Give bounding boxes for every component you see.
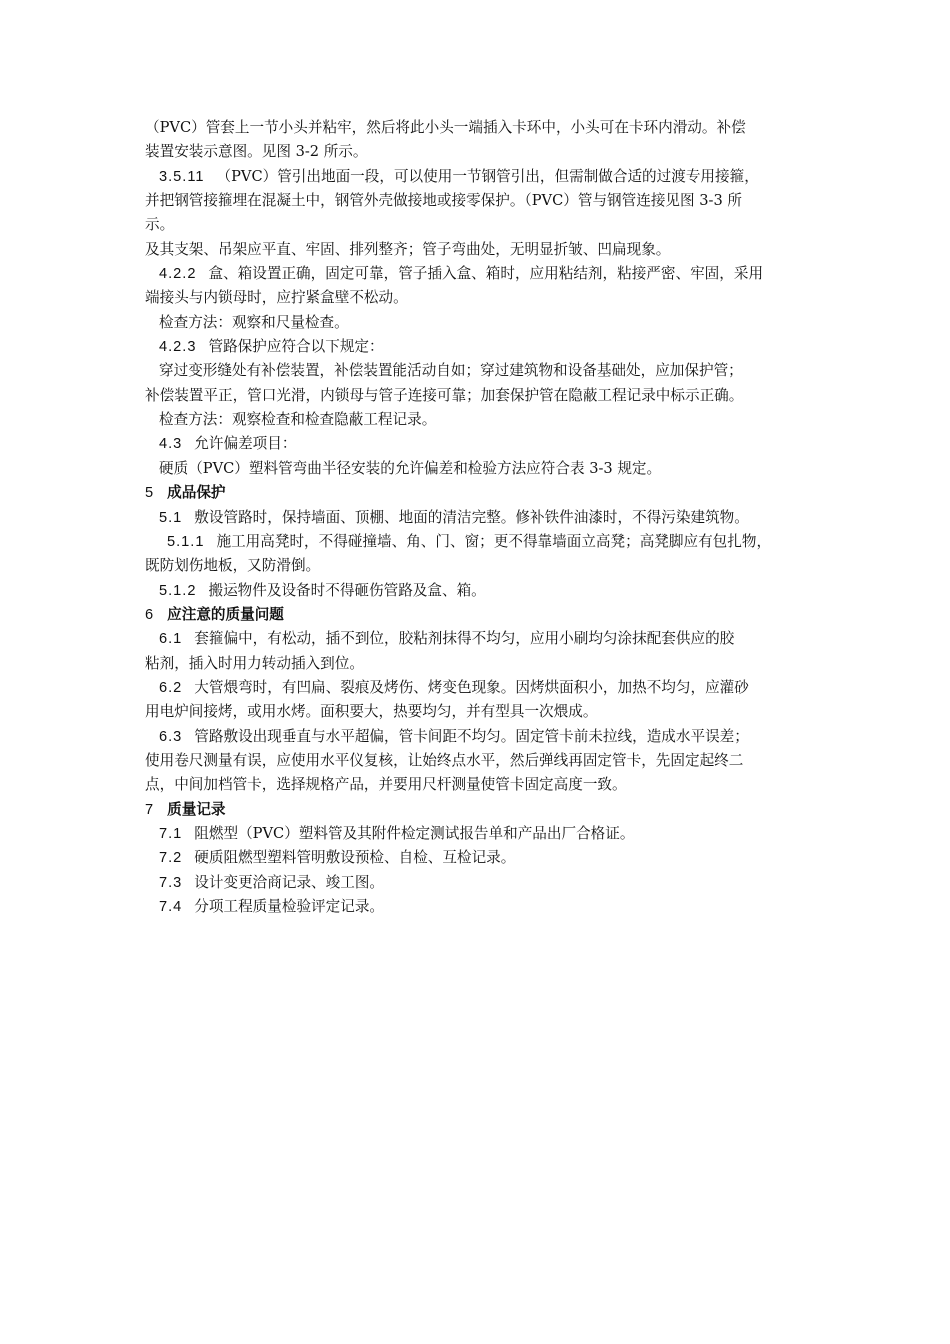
clause-number: 4.2.3 bbox=[159, 339, 197, 356]
clause-number: 3.5.11 bbox=[159, 168, 205, 185]
text-line bbox=[145, 140, 810, 164]
clause-number: 5.1 bbox=[159, 509, 183, 526]
line-text: 盒、箱设置正确，固定可靠，管子插入盒、箱时，应用粘结剂，粘接严密、牢固，采用 bbox=[208, 265, 764, 283]
line-text: 装置安装示意图。见图 3-2 所示。 bbox=[145, 143, 368, 161]
clause-number: 7.1 bbox=[159, 825, 183, 842]
text-line bbox=[145, 652, 810, 676]
line-text: 用电炉间接烤，或用水烤。面积要大，热要均匀，并有型具一次煨成。 bbox=[145, 703, 598, 721]
text-line bbox=[145, 554, 810, 578]
clause-number: 4.2.2 bbox=[159, 266, 197, 283]
clause-number: 6.3 bbox=[159, 728, 183, 745]
line-text: 硬质阻燃型塑料管明敷设预检、自检、互检记录。 bbox=[194, 849, 516, 867]
line-text: 补偿装置平正，管口光滑，内锁母与管子连接可靠；加套保护管在隐蔽工程记录中标示正确。 bbox=[145, 386, 744, 404]
line-text: 管路敷设出现垂直与水平超偏，管卡间距不均匀。固定管卡前未拉线，造成水平误差； bbox=[194, 727, 749, 745]
clause-number: 5.1.2 bbox=[159, 582, 197, 599]
line-text: 硬质（PVC）塑料管弯曲半径安装的允许偏差和检验方法应符合表 3-3 规定。 bbox=[159, 459, 662, 477]
line-text: 套箍偏中，有松动，插不到位，胶粘剂抹得不均匀，应用小刷均匀涂抹配套供应的胶 bbox=[194, 630, 735, 648]
text-line bbox=[145, 189, 810, 213]
clause-number: 6.2 bbox=[159, 679, 183, 696]
section-heading-5 bbox=[145, 481, 810, 505]
line-text: 并把钢管接箍埋在混凝土中，钢管外壳做接地或接零保护。（PVC）管与钢管连接见图 3-3 所 bbox=[145, 192, 742, 210]
section-heading-6 bbox=[145, 603, 810, 627]
clause-number: 7.4 bbox=[159, 899, 183, 915]
section-title: 应注意的质量问题 bbox=[167, 606, 284, 623]
clause-number: 7.3 bbox=[159, 874, 183, 891]
document-page bbox=[145, 116, 810, 919]
clause-6-3 bbox=[145, 725, 810, 749]
section-number: 7 bbox=[145, 801, 154, 818]
line-text: 端接头与内锁母时，应拧紧盒壁不松动。 bbox=[145, 289, 408, 307]
line-text: 示。 bbox=[145, 216, 175, 234]
text-line bbox=[145, 116, 810, 140]
line-text: 点，中间加档管卡，选择规格产品，并要用尺杆测量使管卡固定高度一致。 bbox=[145, 776, 627, 794]
line-text: 检查方法：观察检查和检查隐蔽工程记录。 bbox=[159, 411, 437, 429]
clause-6-2 bbox=[145, 676, 810, 700]
clause-4-3 bbox=[145, 432, 810, 456]
line-text: 搬运物件及设备时不得砸伤管路及盒、箱。 bbox=[208, 581, 486, 599]
clause-4-2-2 bbox=[145, 262, 810, 286]
clause-7-4 bbox=[145, 895, 810, 919]
text-line bbox=[145, 213, 810, 237]
clause-7-3 bbox=[145, 871, 810, 895]
section-title: 质量记录 bbox=[167, 801, 226, 818]
clause-7-1 bbox=[145, 822, 810, 846]
line-text: 分项工程质量检验评定记录。 bbox=[194, 898, 385, 915]
text-line bbox=[145, 408, 810, 432]
line-text: 既防划伤地板，又防滑倒。 bbox=[145, 557, 321, 575]
line-text: 管路保护应符合以下规定： bbox=[208, 338, 384, 356]
clause-4-2-3 bbox=[145, 335, 810, 359]
text-line bbox=[145, 749, 810, 773]
line-text: 检查方法：观察和尺量检查。 bbox=[159, 313, 349, 331]
text-line bbox=[145, 238, 810, 262]
line-text: 阻燃型（PVC）塑料管及其附件检定测试报告单和产品出厂合格证。 bbox=[194, 824, 635, 842]
clause-7-2 bbox=[145, 846, 810, 870]
line-text: 使用卷尺测量有误，应使用水平仪复核，让始终点水平，然后弹线再固定管卡，先固定起终二 bbox=[145, 751, 744, 769]
text-line bbox=[145, 359, 810, 383]
section-number: 6 bbox=[145, 606, 154, 623]
section-heading-7 bbox=[145, 798, 810, 822]
line-text: 敷设管路时，保持墙面、顶棚、地面的清洁完整。修补铁件油漆时，不得污染建筑物。 bbox=[194, 508, 749, 526]
line-text: 施工用高凳时，不得碰撞墙、角、门、窗；更不得靠墙面立高凳；高凳脚应有包扎物， bbox=[216, 532, 772, 550]
clause-6-1 bbox=[145, 627, 810, 651]
line-text: 设计变更洽商记录、竣工图。 bbox=[194, 873, 385, 891]
text-line bbox=[145, 700, 810, 724]
clause-number: 4.3 bbox=[159, 436, 183, 453]
text-line bbox=[145, 311, 810, 335]
line-text: （PVC）管引出地面一段，可以使用一节钢管引出，但需制做合适的过渡专用接箍， bbox=[216, 167, 759, 185]
line-text: 及其支架、吊架应平直、牢固、排列整齐；管子弯曲处，无明显折皱、凹扁现象。 bbox=[145, 240, 671, 258]
text-line bbox=[145, 457, 810, 481]
section-number: 5 bbox=[145, 485, 154, 502]
line-text: 允许偏差项目： bbox=[194, 435, 297, 453]
section-title: 成品保护 bbox=[167, 485, 226, 502]
clause-5-1-1 bbox=[145, 530, 810, 554]
text-line bbox=[145, 286, 810, 310]
clause-number: 7.2 bbox=[159, 850, 183, 867]
line-text: 穿过变形缝处有补偿装置，补偿装置能活动自如；穿过建筑物和设备基础处，应加保护管； bbox=[159, 362, 743, 380]
line-text: 粘剂，插入时用力转动插入到位。 bbox=[145, 654, 364, 672]
text-line bbox=[145, 384, 810, 408]
text-line bbox=[145, 773, 810, 797]
clause-number: 6.1 bbox=[159, 631, 183, 648]
clause-5-1 bbox=[145, 506, 810, 530]
clause-5-1-2 bbox=[145, 579, 810, 603]
clause-3-5-11 bbox=[145, 165, 810, 189]
clause-number: 5.1.1 bbox=[167, 533, 205, 550]
line-text: （PVC）管套上一节小头并粘牢，然后将此小头一端插入卡环中，小头可在卡环内滑动。补偿 bbox=[145, 119, 746, 136]
line-text: 大管煨弯时，有凹扁、裂痕及烤伤、烤变色现象。因烤烘面积小，加热不均匀，应灌砂 bbox=[194, 678, 749, 696]
